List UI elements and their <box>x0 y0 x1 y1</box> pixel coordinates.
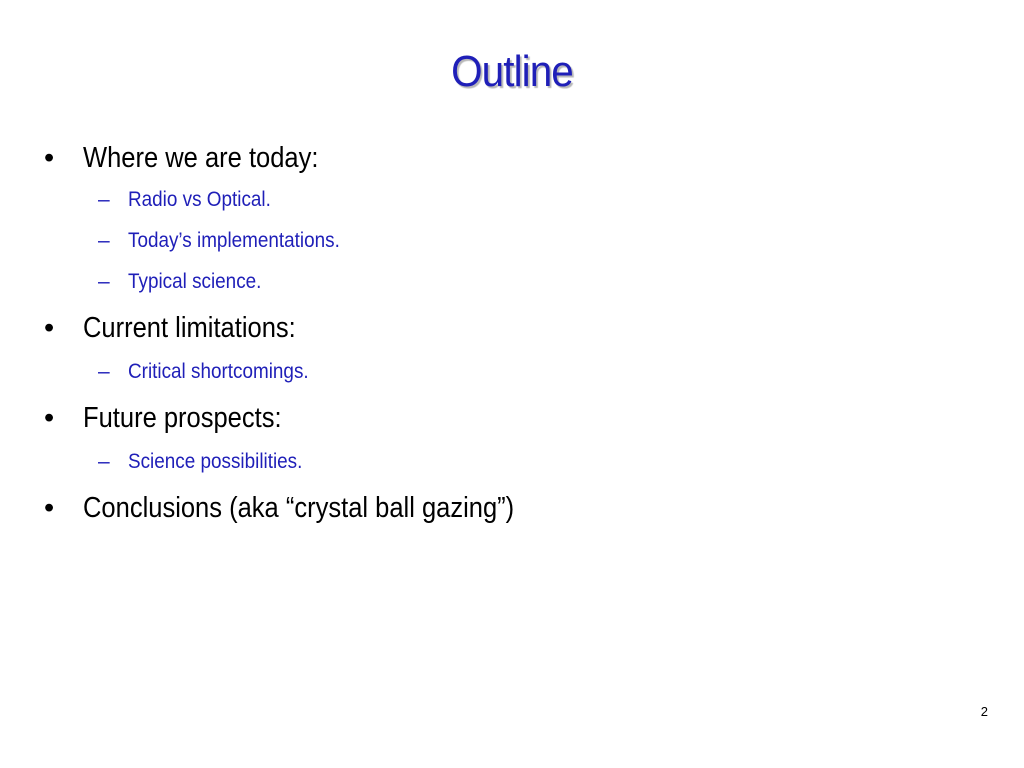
sub-bullet-critical-shortcomings <box>98 358 329 386</box>
sub-bullet-radio-vs-optical <box>98 186 287 214</box>
bullet-text: Where we are today: <box>83 142 319 174</box>
sub-bullet-marker: – <box>98 229 110 252</box>
sub-bullet-text: Today’s implementations. <box>128 229 340 252</box>
slide-title: Outline <box>451 47 573 96</box>
bullet-item-where-we-are-today <box>44 140 351 176</box>
bullet-item-conclusions <box>44 490 573 526</box>
sub-bullet-text: Typical science. <box>128 270 262 293</box>
sub-bullet-todays-implementations <box>98 227 363 255</box>
sub-bullet-science-possibilities <box>98 448 322 476</box>
sub-bullet-marker: – <box>98 270 110 293</box>
bullet-text: Future prospects: <box>83 402 282 434</box>
sub-bullet-text: Critical shortcomings. <box>128 360 309 383</box>
bullet-marker: • <box>44 142 55 174</box>
bullet-item-current-limitations <box>44 310 325 346</box>
bullet-marker: • <box>44 402 55 434</box>
bullet-item-future-prospects <box>44 400 309 436</box>
bullet-marker: • <box>44 312 55 344</box>
bullet-marker: • <box>44 492 55 524</box>
bullet-text: Current limitations: <box>83 312 296 344</box>
sub-bullet-marker: – <box>98 450 110 473</box>
sub-bullet-typical-science <box>98 268 276 296</box>
sub-bullet-text: Radio vs Optical. <box>128 188 271 211</box>
sub-bullet-text: Science possibilities. <box>128 450 303 473</box>
bullet-text: Conclusions (aka “crystal ball gazing”) <box>83 492 515 524</box>
sub-bullet-marker: – <box>98 360 110 383</box>
page-number: 2 <box>980 704 988 719</box>
sub-bullet-marker: – <box>98 188 110 211</box>
